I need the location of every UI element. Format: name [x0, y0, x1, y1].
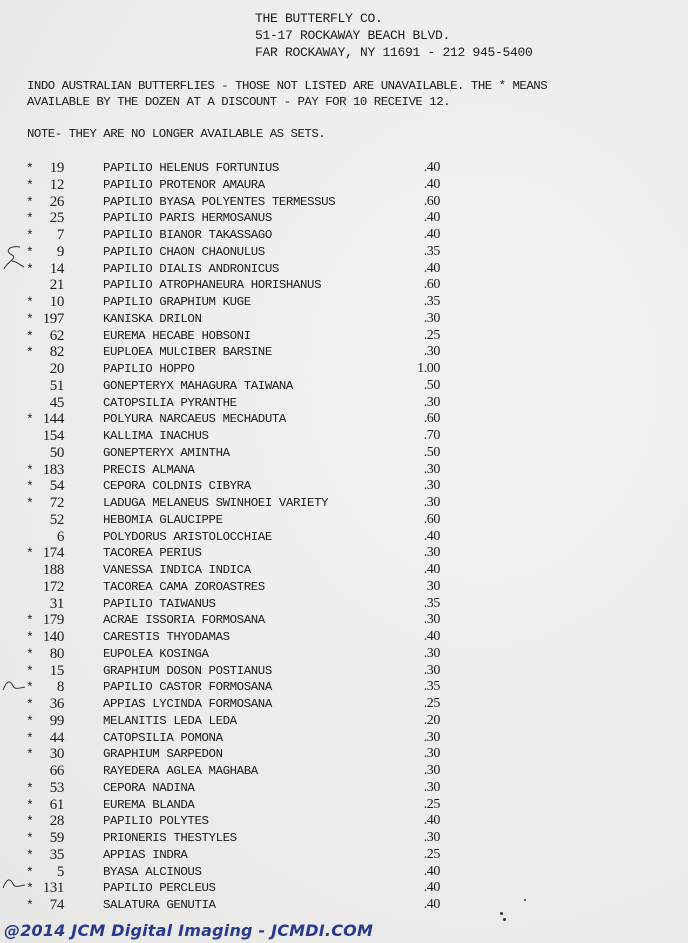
price: .30 — [423, 612, 440, 628]
list-item — [0, 462, 688, 479]
species-name: EUREMA HECABE HOBSONI — [103, 328, 251, 343]
list-item — [0, 696, 688, 713]
list-item — [0, 880, 688, 897]
species-name: PAPILIO PARIS HERMOSANUS — [103, 211, 272, 226]
list-item — [0, 813, 688, 830]
price: .50 — [423, 377, 440, 393]
price: .30 — [423, 478, 440, 494]
catalog-number: 179 — [42, 612, 64, 629]
species-name: POLYURA NARCAEUS MECHADUTA — [103, 412, 286, 427]
price: .40 — [423, 210, 440, 226]
species-name: LADUGA MELANEUS SWINHOEI VARIETY — [103, 496, 329, 510]
species-name: KALLIMA INACHUS — [103, 429, 209, 443]
species-name: PAPILIO HELENUS FORTUNIUS — [103, 161, 279, 175]
price: .30 — [423, 495, 440, 510]
species-name: PAPILIO TAIWANUS — [103, 596, 216, 611]
price: .40 — [423, 813, 440, 829]
species-name: TACOREA PERIUS — [103, 546, 202, 561]
species-name: CATOPSILIA PYRANTHE — [103, 395, 237, 410]
catalog-number: 26 — [49, 193, 64, 210]
catalog-number: 19 — [49, 160, 64, 176]
catalog-number: 99 — [49, 712, 64, 729]
list-item — [0, 261, 688, 278]
catalog-number: 52 — [49, 511, 64, 528]
price: .40 — [423, 176, 440, 192]
copyright-watermark: @2014 JCM Digital Imaging - JCMDI.COM — [4, 921, 374, 940]
catalog-number: 140 — [42, 629, 64, 645]
list-item — [0, 897, 688, 914]
species-name: EUREMA BLANDA — [103, 797, 195, 812]
species-name: POLYDORUS ARISTOLOCCHIAE — [103, 529, 272, 544]
species-name: PAPILIO BYASA POLYENTES TERMESSUS — [103, 194, 336, 209]
species-name: VANESSA INDICA INDICA — [103, 563, 251, 577]
dozen-discount-star: * — [26, 261, 34, 277]
dozen-discount-star: * — [26, 630, 34, 645]
catalog-number: 144 — [42, 411, 64, 428]
list-item — [0, 395, 688, 412]
species-name: PRIONERIS THESTYLES — [103, 831, 237, 845]
catalog-number: 62 — [49, 327, 64, 344]
list-item — [0, 529, 688, 546]
pen-mark-icon — [2, 876, 26, 890]
list-item — [0, 328, 688, 345]
price: .35 — [423, 679, 440, 695]
list-item — [0, 847, 688, 864]
species-name: HEBOMIA GLAUCIPPE — [103, 512, 223, 527]
dozen-discount-star: * — [26, 479, 34, 495]
catalog-number: 20 — [49, 361, 64, 377]
catalog-number: 12 — [49, 176, 64, 193]
pen-mark-icon — [2, 678, 26, 692]
list-item — [0, 746, 688, 763]
list-item — [0, 713, 688, 730]
species-name: PAPILIO POLYTES — [103, 814, 209, 829]
species-name: CATOPSILIA POMONA — [103, 730, 223, 745]
list-item — [0, 160, 688, 177]
dozen-discount-star: * — [26, 345, 34, 361]
dozen-discount-star: * — [26, 328, 34, 344]
list-item — [0, 763, 688, 780]
list-item — [0, 629, 688, 646]
catalog-number: 188 — [42, 562, 64, 578]
catalog-number: 6 — [56, 528, 64, 545]
catalog-number: 31 — [49, 595, 64, 612]
intro-line-1: INDO AUSTRALIAN BUTTERFLIES - THOSE NOT LISTED ARE UNAVAILABLE. THE * MEANS — [27, 79, 548, 93]
species-name: TACOREA CAMA ZOROASTRES — [103, 579, 265, 594]
dozen-discount-star: * — [26, 496, 34, 511]
list-item — [0, 663, 688, 680]
dozen-discount-star: * — [26, 780, 34, 796]
list-item — [0, 177, 688, 194]
catalog-number: 72 — [49, 495, 64, 511]
catalog-number: 44 — [49, 729, 64, 746]
species-name: GRAPHIUM SARPEDON — [103, 747, 223, 762]
list-item — [0, 361, 688, 378]
price: .25 — [423, 696, 440, 711]
catalog-number: 61 — [49, 796, 64, 813]
catalog-number: 15 — [49, 662, 64, 679]
dozen-discount-star: * — [26, 680, 34, 696]
dozen-discount-star: * — [26, 244, 34, 260]
dozen-discount-star: * — [26, 747, 34, 763]
price: .60 — [423, 511, 440, 527]
list-item — [0, 864, 688, 881]
dozen-discount-star: * — [26, 864, 34, 880]
price: .40 — [423, 160, 440, 175]
company-city-phone: FAR ROCKAWAY, NY 11691 - 212 945-5400 — [255, 45, 533, 60]
species-name: SALATURA GENUTIA — [103, 898, 216, 912]
dozen-discount-star: * — [26, 797, 34, 813]
species-name: EUPOLEA KOSINGA — [103, 646, 209, 661]
catalog-number: 59 — [49, 830, 64, 846]
catalog-number: 50 — [49, 444, 64, 461]
dozen-discount-star: * — [26, 194, 34, 210]
species-name: CARESTIS THYODAMAS — [103, 630, 230, 644]
dozen-discount-star: * — [26, 295, 34, 310]
dozen-discount-star: * — [26, 211, 34, 227]
price: .60 — [423, 193, 440, 209]
price: .30 — [423, 394, 440, 410]
catalog-number: 28 — [49, 813, 64, 830]
price: .20 — [423, 712, 440, 728]
ink-speck — [500, 912, 503, 915]
species-name: PAPILIO CHAON CHAONULUS — [103, 244, 265, 259]
list-item — [0, 428, 688, 445]
dozen-discount-star: * — [26, 161, 34, 176]
species-name: RAYEDERA AGLEA MAGHABA — [103, 764, 258, 778]
species-name: GONEPTERYX MAHAGURA TAIWANA — [103, 378, 293, 393]
dozen-discount-star: * — [26, 730, 34, 746]
price: .30 — [423, 729, 440, 745]
list-item — [0, 378, 688, 395]
list-item — [0, 478, 688, 495]
dozen-discount-star: * — [26, 462, 34, 478]
butterfly-list — [0, 160, 688, 914]
price: .35 — [423, 595, 440, 611]
list-item — [0, 411, 688, 428]
catalog-number: 14 — [49, 260, 64, 277]
dozen-discount-star: * — [26, 881, 34, 897]
list-item — [0, 830, 688, 847]
price: .40 — [423, 897, 440, 912]
catalog-number: 35 — [49, 846, 64, 863]
list-item — [0, 227, 688, 244]
catalog-number: 154 — [42, 428, 64, 444]
price: .50 — [423, 444, 440, 460]
list-item — [0, 612, 688, 629]
catalog-number: 53 — [49, 779, 64, 796]
price: .30 — [423, 763, 440, 778]
list-item — [0, 579, 688, 596]
catalog-number: 9 — [56, 243, 64, 260]
dozen-discount-star: * — [26, 831, 34, 846]
price: .30 — [423, 310, 440, 326]
catalog-number: 74 — [49, 897, 64, 913]
price: .40 — [423, 562, 440, 577]
list-item — [0, 730, 688, 747]
catalog-number: 45 — [49, 394, 64, 411]
price: .30 — [423, 344, 440, 360]
catalog-number: 172 — [42, 578, 64, 595]
catalog-number: 25 — [49, 210, 64, 227]
species-name: APPIAS INDRA — [103, 847, 188, 862]
price: .40 — [423, 227, 440, 242]
price: .40 — [423, 528, 440, 544]
species-name: PAPILIO HOPPO — [103, 362, 195, 376]
price: .25 — [423, 796, 440, 812]
dozen-discount-star: * — [26, 646, 34, 662]
dozen-discount-star: * — [26, 814, 34, 830]
price: .30 — [423, 662, 440, 678]
species-name: KANISKA DRILON — [103, 311, 202, 326]
list-item — [0, 277, 688, 294]
price: 1.00 — [417, 361, 440, 376]
price: 30 — [426, 578, 440, 594]
intro-text — [27, 78, 547, 110]
price: .40 — [423, 260, 440, 276]
list-item — [0, 294, 688, 311]
dozen-discount-star: * — [26, 898, 34, 913]
company-name: THE BUTTERFLY CO. — [255, 11, 383, 26]
catalog-number: 36 — [49, 696, 64, 712]
species-name: ACRAE ISSORIA FORMOSANA — [103, 613, 265, 628]
price: .35 — [423, 243, 440, 259]
price: .30 — [423, 830, 440, 845]
species-name: PAPILIO GRAPHIUM KUGE — [103, 295, 251, 309]
company-street: 51-17 ROCKAWAY BEACH BLVD. — [255, 28, 451, 43]
catalog-number: 82 — [49, 344, 64, 361]
species-name: CEPORA COLDNIS CIBYRA — [103, 479, 251, 494]
dozen-discount-star: * — [26, 311, 34, 327]
dozen-discount-star: * — [26, 697, 34, 712]
list-item — [0, 679, 688, 696]
catalog-number: 66 — [49, 763, 64, 779]
price: .30 — [423, 461, 440, 477]
pen-mark-icon — [2, 243, 26, 273]
dozen-discount-star: * — [26, 713, 34, 729]
price: .30 — [423, 746, 440, 762]
list-item — [0, 596, 688, 613]
species-name: PAPILIO DIALIS ANDRONICUS — [103, 261, 279, 276]
catalog-number: 8 — [56, 679, 64, 696]
dozen-discount-star: * — [26, 847, 34, 863]
price: .60 — [423, 411, 440, 427]
ink-speck — [503, 918, 506, 921]
list-item — [0, 780, 688, 797]
list-item — [0, 512, 688, 529]
catalog-number: 5 — [56, 863, 64, 880]
price: .35 — [423, 294, 440, 309]
dozen-discount-star: * — [26, 546, 34, 562]
price: .25 — [423, 846, 440, 862]
species-name: GRAPHIUM DOSON POSTIANUS — [103, 663, 272, 678]
catalog-number: 21 — [49, 277, 64, 294]
species-name: MELANITIS LEDA LEDA — [103, 713, 237, 728]
list-item — [0, 194, 688, 211]
price: .25 — [423, 327, 440, 343]
list-item — [0, 797, 688, 814]
price: .60 — [423, 277, 440, 293]
catalog-number: 54 — [49, 478, 64, 495]
catalog-number: 197 — [42, 310, 64, 327]
price: .40 — [423, 880, 440, 896]
note-text: NOTE- THEY ARE NO LONGER AVAILABLE AS SETS. — [27, 127, 326, 141]
letterhead — [255, 10, 533, 61]
catalog-number: 131 — [42, 880, 64, 897]
catalog-number: 174 — [42, 545, 64, 562]
species-name: PAPILIO CASTOR FORMOSANA — [103, 680, 272, 695]
dozen-discount-star: * — [26, 613, 34, 629]
dozen-discount-star: * — [26, 228, 34, 243]
price: .30 — [423, 645, 440, 661]
price: .70 — [423, 428, 440, 443]
species-name: APPIAS LYCINDA FORMOSANA — [103, 697, 272, 711]
price: .30 — [423, 545, 440, 561]
list-item — [0, 646, 688, 663]
species-name: PAPILIO BIANOR TAKASSAGO — [103, 228, 272, 242]
catalog-number: 10 — [49, 294, 64, 310]
price: .40 — [423, 863, 440, 879]
list-item — [0, 495, 688, 512]
list-item — [0, 562, 688, 579]
species-name: PRECIS ALMANA — [103, 462, 195, 477]
species-name: BYASA ALCINOUS — [103, 864, 202, 879]
list-item — [0, 311, 688, 328]
dozen-discount-star: * — [26, 663, 34, 679]
species-name: EUPLOEA MULCIBER BARSINE — [103, 345, 272, 360]
list-item — [0, 344, 688, 361]
dozen-discount-star: * — [26, 412, 34, 428]
list-item — [0, 210, 688, 227]
catalog-number: 183 — [42, 461, 64, 478]
catalog-number: 30 — [49, 746, 64, 763]
price: .40 — [423, 629, 440, 644]
species-name: GONEPTERYX AMINTHA — [103, 445, 230, 460]
list-item — [0, 545, 688, 562]
catalog-number: 80 — [49, 645, 64, 662]
catalog-number: 51 — [49, 377, 64, 394]
intro-line-2: AVAILABLE BY THE DOZEN AT A DISCOUNT - PAY FOR 10 RECEIVE 12. — [27, 95, 451, 109]
catalog-number: 7 — [56, 227, 64, 243]
species-name: CEPORA NADINA — [103, 780, 195, 795]
dozen-discount-star: * — [26, 177, 34, 193]
species-name: PAPILIO PROTENOR AMAURA — [103, 177, 265, 192]
ink-speck — [524, 899, 526, 901]
list-item — [0, 244, 688, 261]
list-item — [0, 445, 688, 462]
price: .30 — [423, 779, 440, 795]
species-name: PAPILIO PERCLEUS — [103, 881, 216, 896]
species-name: PAPILIO ATROPHANEURA HORISHANUS — [103, 278, 322, 293]
